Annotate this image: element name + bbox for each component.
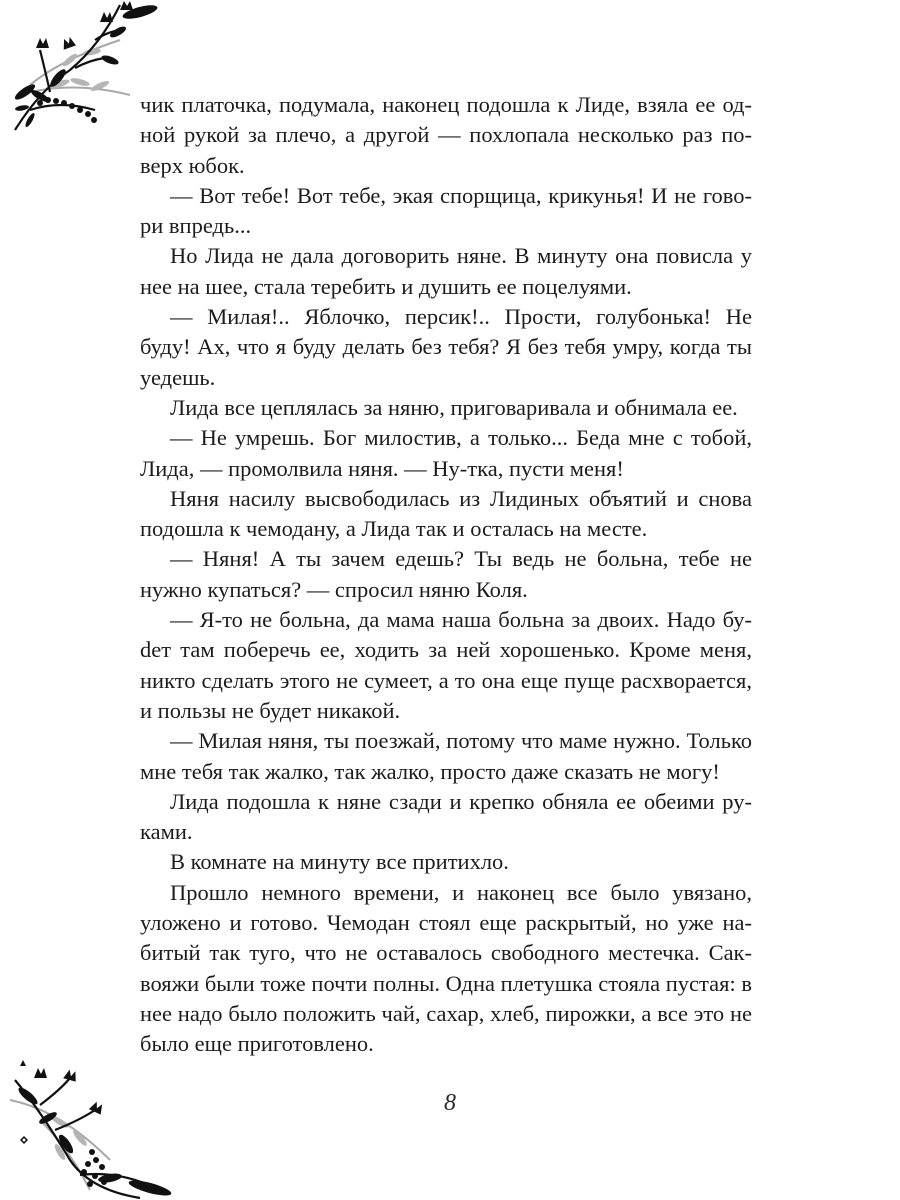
- floral-ornament-bottom-icon: [0, 1060, 200, 1200]
- paragraph: В комнате на минуту все притихло.: [170, 849, 509, 875]
- paragraph: — Вот тебе! Вот тебе, экая спорщица, крикунья! И не говори впредь...: [140, 182, 752, 239]
- paragraph: — Милая няня, ты поезжай, потому что маме нужно. Только мне тебя так жалко, так жалко, просто даже сказать не могу!: [140, 728, 752, 784]
- paragraph: Лида все цеплялась за няню, приговаривала и обнимала ее.: [170, 394, 738, 420]
- paragraph: чик платочка, подумала, наконец подошла к Лиде, взяла ее одной рукой за плечо, а другой — похлопала несколько раз поверх юбок.: [140, 92, 752, 178]
- page-body-text: [140, 90, 752, 1060]
- paragraph: Прошло немного времени, и наконец все было увязано, уложено и готово. Чемодан стоял еще раскрытый, но уже набитый так туго, что не оставалось свободного местечка. Саквояжи были тоже почти полны. Одна плетушка стояла пустая: в нее надо было положить чай, сахар, хлеб, пирожки, а все это не было еще приготовлено.: [140, 879, 752, 1057]
- paragraph: Но Лида не дала договорить няне. В минуту она повисла у нее на шее, стала теребить и душить ее поцелуями.: [140, 243, 752, 299]
- paragraph: Лида подошла к няне сзади и крепко обняла ее обеими руками.: [140, 788, 752, 845]
- paragraph: Няня насилу высвободилась из Лидиных объятий и снова подошла к чемодану, а Лида так и осталась на месте.: [140, 485, 752, 542]
- paragraph: — Милая!.. Яблочко, персик!.. Прости, голубонька! Не буду! Ах, что я буду делать без тебя? Я без тебя умру, когда ты уедешь.: [140, 304, 752, 390]
- page-number: 8: [444, 1090, 456, 1116]
- paragraph: — Я-то не больна, да мама наша больна за двоих. Надо буdет там поберечь ее, ходить за ней хорошенько. Кроме меня, никто сделать этого не сумеет, а то она еще пуще расхворается, и пользы не будет никакой.: [140, 607, 752, 723]
- paragraph: — Няня! А ты зачем едешь? Ты ведь не больна, тебе не нужно купаться? — спросил няню Коля.: [140, 546, 752, 602]
- paragraph: — Не умрешь. Бог милостив, а только... Беда мне с тобой, Лида, — промолвила няня. — Ну-тка, пусти меня!: [140, 425, 752, 481]
